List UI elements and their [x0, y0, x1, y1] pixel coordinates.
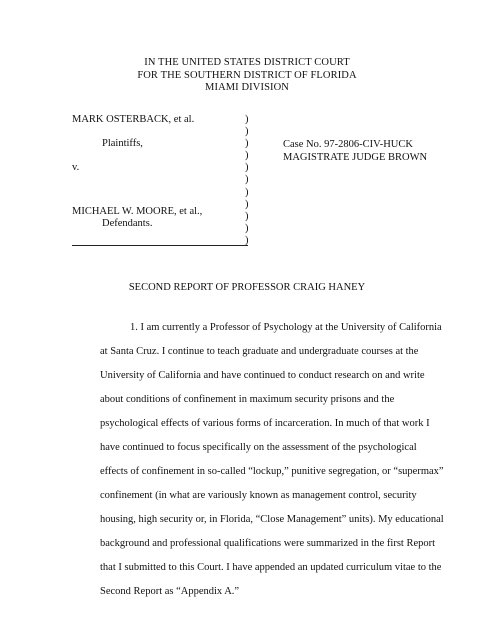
defendant-role: Defendants. — [102, 218, 153, 229]
caption-underline — [72, 245, 248, 246]
court-header — [0, 57, 494, 95]
court-header-line-2: FOR THE SOUTHERN DISTRICT OF FLORIDA — [137, 69, 357, 81]
plaintiff-role: Plaintiffs, — [102, 138, 143, 149]
body-line: University of California and have continued to conduct research on and write — [100, 370, 425, 381]
body-line: at Santa Cruz. I continue to teach graduate and undergraduate courses at the — [100, 346, 419, 357]
court-header-line-3: MIAMI DIVISION — [205, 82, 289, 93]
magistrate-judge: MAGISTRATE JUDGE BROWN — [283, 151, 428, 163]
body-line: housing, high security or, in Florida, “Close Management” units). My educational — [100, 514, 444, 525]
report-title: SECOND REPORT OF PROFESSOR CRAIG HANEY — [128, 282, 366, 293]
case-number: Case No. 97-2806-CIV-HUCK — [283, 139, 413, 150]
versus-label: v. — [72, 162, 80, 173]
court-header-line-1: IN THE UNITED STATES DISTRICT COURT — [144, 57, 350, 68]
body-line: confinement (in what are variously known as management control, security — [100, 490, 417, 501]
body-line: psychological effects of various forms of incarceration. In much of that work I — [100, 418, 430, 429]
caption-parentheses: ) ) ) ) ) ) ) ) ) ) ) — [245, 114, 249, 246]
body-line: that I submitted to this Court. I have appended an updated curriculum vitae to the — [100, 562, 442, 573]
body-line: background and professional qualifications were summarized in the first Report — [100, 538, 436, 549]
case-caption-number — [283, 139, 427, 164]
body-line: have continued to focus specifically on the assessment of the psychological — [100, 442, 417, 453]
plaintiff-name: MARK OSTERBACK, et al. — [72, 114, 195, 125]
body-line: effects of confinement in so-called “lockup,” punitive segregation, or “supermax” — [100, 466, 444, 477]
defendant-name: MICHAEL W. MOORE, et al., — [72, 206, 203, 217]
body-line: 1. I am currently a Professor of Psychology at the University of California — [130, 322, 442, 333]
body-line: about conditions of confinement in maximum security prisons and the — [100, 394, 395, 405]
body-line: Second Report as “Appendix A.” — [100, 586, 240, 597]
